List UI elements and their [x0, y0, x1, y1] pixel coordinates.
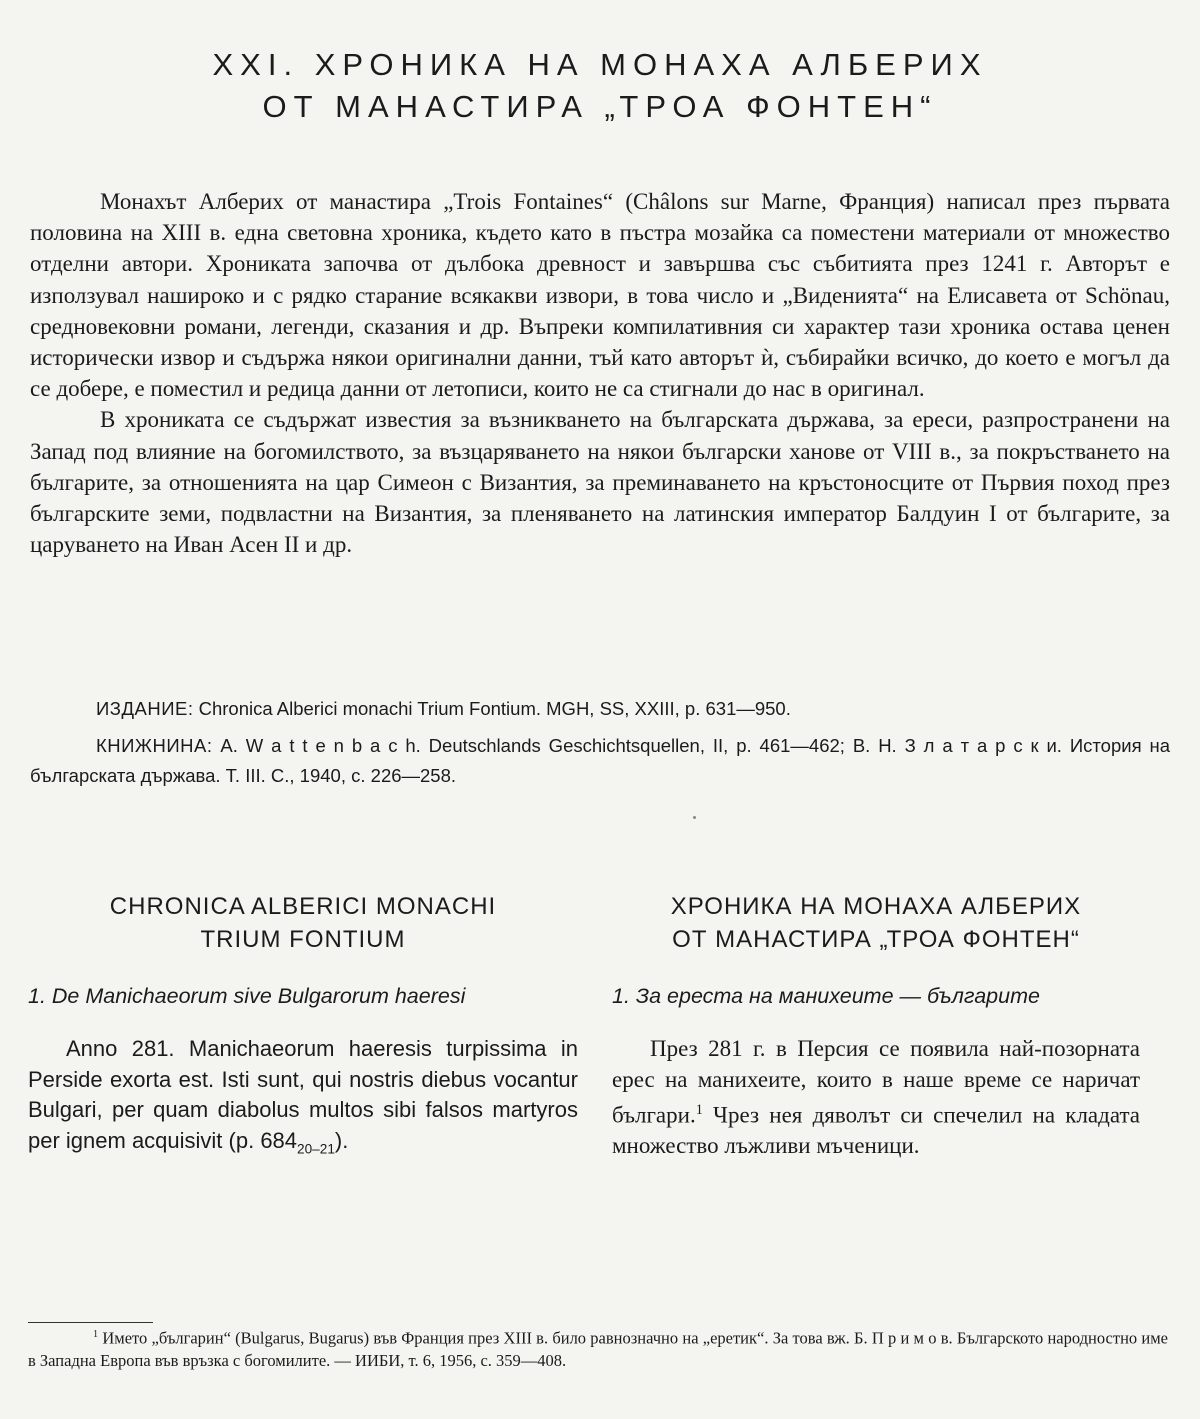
literature-entry	[30, 731, 1170, 791]
introduction	[30, 186, 1170, 560]
bulgarian-body-end: Чрез нея дяволът си спечелил на кладата множество лъжливи мъченици.	[612, 1102, 1140, 1159]
intro-paragraph-2: В хрониката се съдържат известия за възникването на българската държава, за ереси, разпространени на Запад под влияние на богомилството, за възцаряването на някои български ханове от VIII в., за покръстването на българите, за отношенията на цар Симеон с Византия, за преминаването на кръстоносците от Първия поход през българските земи, подвластни на Византия, за пленяването на латинския император Балдуин I от българите, за царуването на Иван Асен II и др.	[30, 407, 1170, 558]
latin-paragraph	[28, 1034, 578, 1164]
edition-entry	[30, 694, 1170, 724]
footnote-rule	[28, 1322, 153, 1323]
footnote	[28, 1324, 1168, 1373]
footnote-text: Името „българин“ (Bulgarus, Bugarus) във Франция през XIII в. било равнозначно на „еретик“. За това вж. Б. П р и м о в. Българското народностно име в Западна Европа във връзка с богомилите. — ИИБИ, т. 6, 1956, с. 359—408.	[28, 1328, 1168, 1370]
latin-column-heading	[28, 890, 578, 956]
latin-heading-line1: CHRONICA ALBERICI MONACHI	[109, 893, 497, 920]
literature-label: КНИЖНИНА:	[96, 735, 213, 756]
latin-heading-line2: TRIUM FONTIUM	[200, 926, 406, 953]
chapter-title	[0, 44, 1200, 128]
latin-body-end: ).	[334, 1127, 349, 1153]
bibliography	[30, 694, 1170, 798]
bulgarian-body: През 281 г. в Персия се появила най-позорната ерес на манихеите, които в наше време се наричат българи.	[612, 1036, 1140, 1128]
bulgarian-text	[612, 1034, 1140, 1162]
latin-text	[28, 1034, 578, 1164]
footnote-marker: 1	[695, 1102, 703, 1118]
bulgarian-heading-line2: ОТ МАНАСТИРА „ТРОА ФОНТЕН“	[672, 926, 1080, 953]
intro-paragraph-1: Монахът Алберих от манастира „Trois Fontaines“ (Châlons sur Marne, Франция) написал през първата половина на XIII в. една световна хроника, където като в пъстра мозайка са поместени материали от множество отделни автори. Хрониката започва от дълбока древност и завършва със събитията през 1241 г. Авторът е използувал нашироко и с рядко старание всякакви извори, в това число и „Виденията“ на Елисавета от Schönau, средновековни романи, легенди, сказания и др. Въпреки компилативния си характер тази хроника остава ценен исторически извор и съдържа някои оригинални данни, тъй като авторът ѝ, събирайки всичко, до което е могъл да се добере, е поместил и редица данни от летописи, които не са стигнали до нас в оригинал.	[30, 189, 1170, 402]
latin-body: Anno 281. Manichaeorum haeresis turpissima in Perside exorta est. Isti sunt, qui nostris diebus vocantur Bulgari, per quam diabolus multos sibi falsos martyros per ignem acquisivit (p. 684	[28, 1036, 578, 1153]
bulgarian-column-heading	[612, 890, 1140, 956]
footnote-paragraph	[28, 1324, 1168, 1373]
bulgarian-section-subheading: 1. За ереста на манихеите — българите	[612, 984, 1040, 1008]
literature-text: A. W a t t e n b a c h. Deutschlands Geschichtsquellen, II, p. 461—462; В. Н. З л а т а р с к и. История на българската държава. Т. III. С., 1940, с. 226—258.	[30, 735, 1170, 786]
chapter-title-line2: ОТ МАНАСТИРА „ТРОА ФОНТЕН“	[262, 89, 938, 124]
bulgarian-paragraph	[612, 1034, 1140, 1162]
print-speck	[693, 816, 696, 819]
chapter-title-line1: XXI. ХРОНИКА НА МОНАХА АЛБЕРИХ	[212, 47, 988, 82]
edition-label: ИЗДАНИЕ:	[96, 698, 194, 719]
bulgarian-heading-line1: ХРОНИКА НА МОНАХА АЛБЕРИХ	[670, 893, 1082, 920]
footnote-number: 1	[93, 1329, 99, 1340]
latin-line-ref: 20–21	[297, 1140, 335, 1156]
latin-section-subheading: 1. De Manichaeorum sive Bulgarorum haeresi	[28, 984, 466, 1008]
edition-text: Chronica Alberici monachi Trium Fontium. MGH, SS, XXIII, p. 631—950.	[198, 698, 791, 719]
